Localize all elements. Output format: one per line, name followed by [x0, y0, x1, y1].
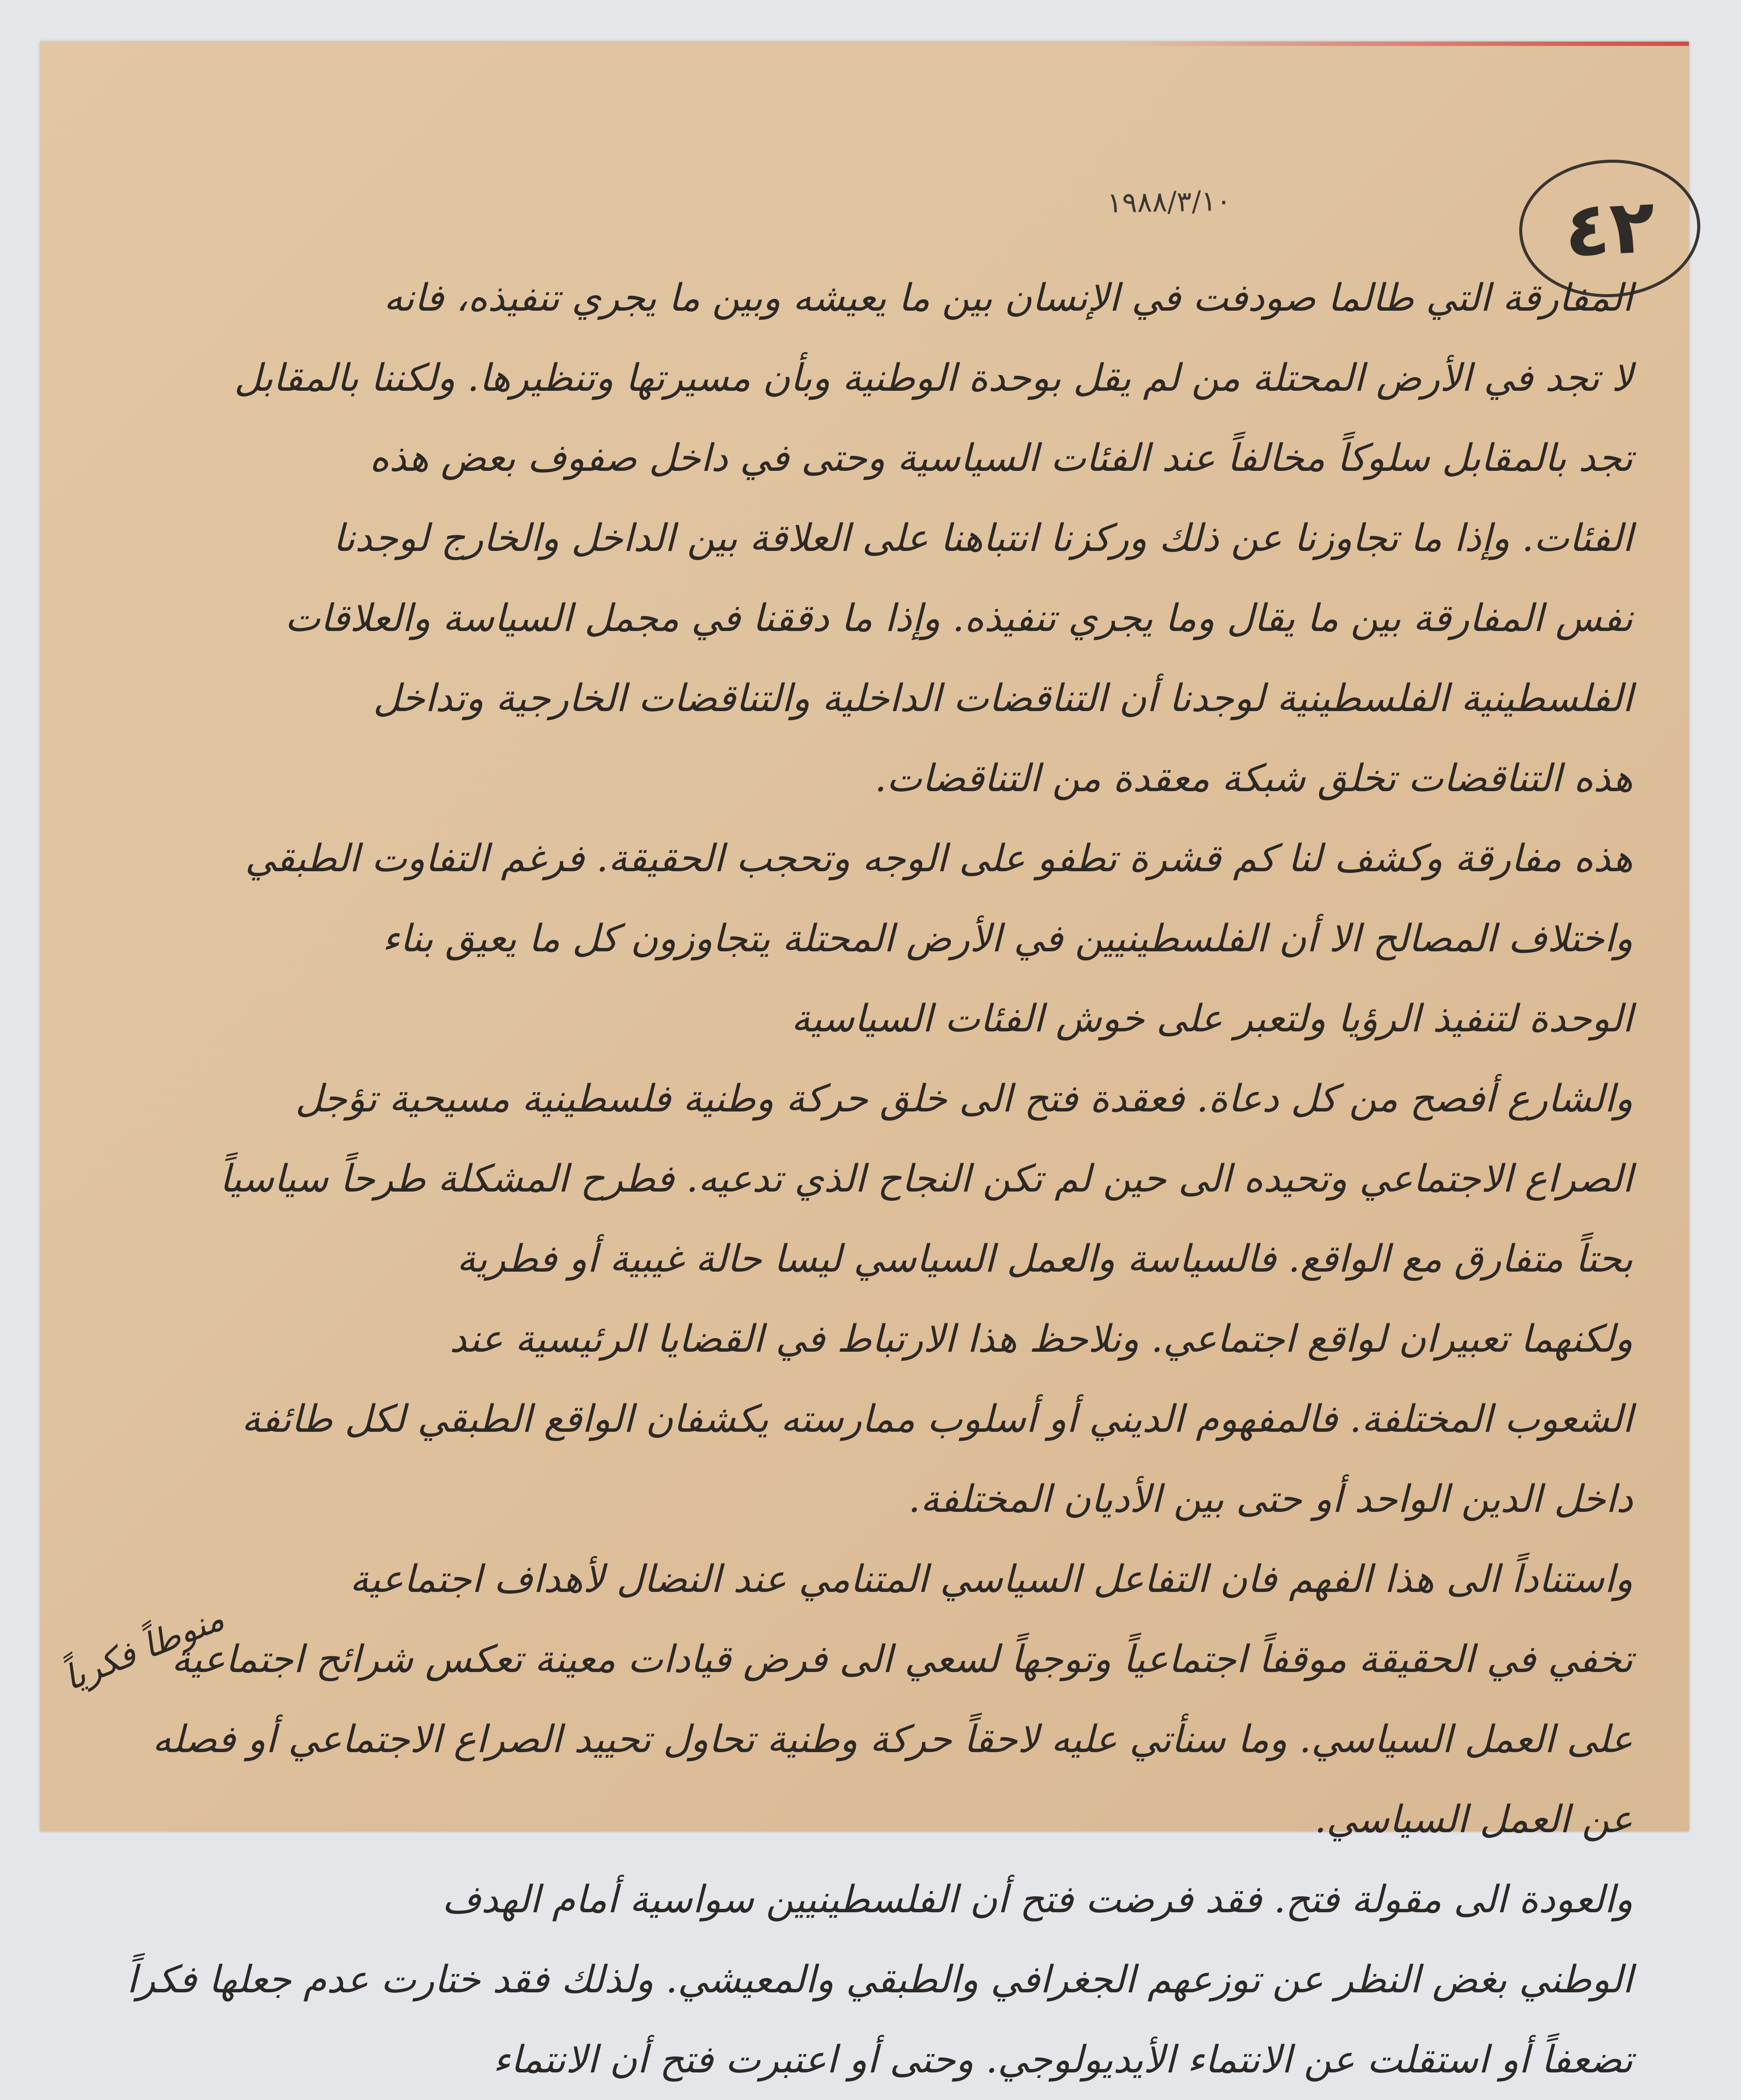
text-line: هذه التناقضات تخلق شبكة معقدة من التناقضات. [874, 757, 1633, 800]
paper-edge-mark [1120, 42, 1689, 46]
text-line: الوطني بغض النظر عن توزعهم الجغرافي والطبقي والمعيشي. ولذلك فقد ختارت عدم جعلها فكراً [126, 1958, 1633, 2002]
text-line: والعودة الى مقولة فتح. فقد فرضت فتح أن الفلسطينيين سواسية أمام الهدف [442, 1878, 1633, 1921]
margin-note: منوطاً فكرياً [58, 1599, 230, 1699]
text-line: تخفي في الحقيقة موقفاً اجتماعياً وتوجهاً لسعي الى فرض قيادات معينة تعكس شرائح اجتماعية [171, 1637, 1633, 1681]
text-line: تجد بالمقابل سلوكاً مخالفاً عند الفئات السياسية وحتى في داخل صفوف بعض هذه [369, 436, 1633, 480]
text-line: الفئات. وإذا ما تجاوزنا عن ذلك وركزنا انتباهنا على العلاقة بين الداخل والخارج لوجدنا [333, 516, 1633, 560]
text-line: الوحدة لتنفيذ الرؤيا ولتعبر على خوش الفئات السياسية [791, 997, 1633, 1041]
text-line: الفلسطينية الفلسطينية لوجدنا أن التناقضات الداخلية والتناقضات الخارجية وتداخل [373, 677, 1633, 720]
text-line: نفس المفارقة بين ما يقال وما يجري تنفيذه. وإذا ما دققنا في مجمل السياسة والعلاقات [285, 596, 1633, 640]
text-line: على العمل السياسي. وما سنأتي عليه لاحقاً حركة وطنية تحاول تحييد الصراع الاجتماعي أو فصله [152, 1718, 1633, 1761]
page-number: ٤٢ [1562, 182, 1657, 274]
text-line: والشارع أفصح من كل دعاة. فعقدة فتح الى خلق حركة وطنية فلسطينية مسيحية تؤجل [295, 1077, 1633, 1121]
document-date: ١٩٨٨/٣/١٠ [1107, 185, 1232, 220]
text-line: داخل الدين الواحد أو حتى بين الأديان المختلفة. [908, 1477, 1633, 1521]
handwritten-body [102, 258, 1633, 2100]
text-line: المفارقة التي طالما صودفت في الإنسان بين ما يعيشه وبين ما يجري تنفيذه، فانه [383, 276, 1633, 320]
text-line: الشعوب المختلفة. فالمفهوم الديني أو أسلوب ممارسته يكشفان الواقع الطبقي لكل طائفة [242, 1397, 1633, 1441]
text-line: هذه مفارقة وكشف لنا كم قشرة تطفو على الوجه وتحجب الحقيقة. فرغم التفاوت الطبقي [245, 837, 1633, 880]
text-line: عن العمل السياسي. [1314, 1798, 1633, 1841]
text-line: الصراع الاجتماعي وتحيده الى حين لم تكن النجاح الذي تدعيه. فطرح المشكلة طرحاً سياسياً [219, 1157, 1633, 1201]
text-line: تضعفاً أو استقلت عن الانتماء الأيديولوجي. وحتى أو اعتبرت فتح أن الانتماء [493, 2038, 1633, 2082]
text-line: ولكنهما تعبيران لواقع اجتماعي. ونلاحظ هذا الارتباط في القضايا الرئيسية عند [449, 1317, 1633, 1361]
document-sheet [40, 42, 1689, 2082]
text-line: واستناداً الى هذا الفهم فان التفاعل السياسي المتنامي عند النضال لأهداف اجتماعية [350, 1557, 1633, 1601]
text-line: بحتاً متفارق مع الواقع. فالسياسة والعمل السياسي ليسا حالة غيبية أو فطرية [456, 1237, 1633, 1281]
text-line: لا تجد في الأرض المحتلة من لم يقل بوحدة الوطنية وبأن مسيرتها وتنظيرها. ولكننا بالمقابل [234, 356, 1633, 400]
text-line: واختلاف المصالح الا أن الفلسطينيين في الأرض المحتلة يتجاوزون كل ما يعيق بناء [382, 917, 1633, 961]
